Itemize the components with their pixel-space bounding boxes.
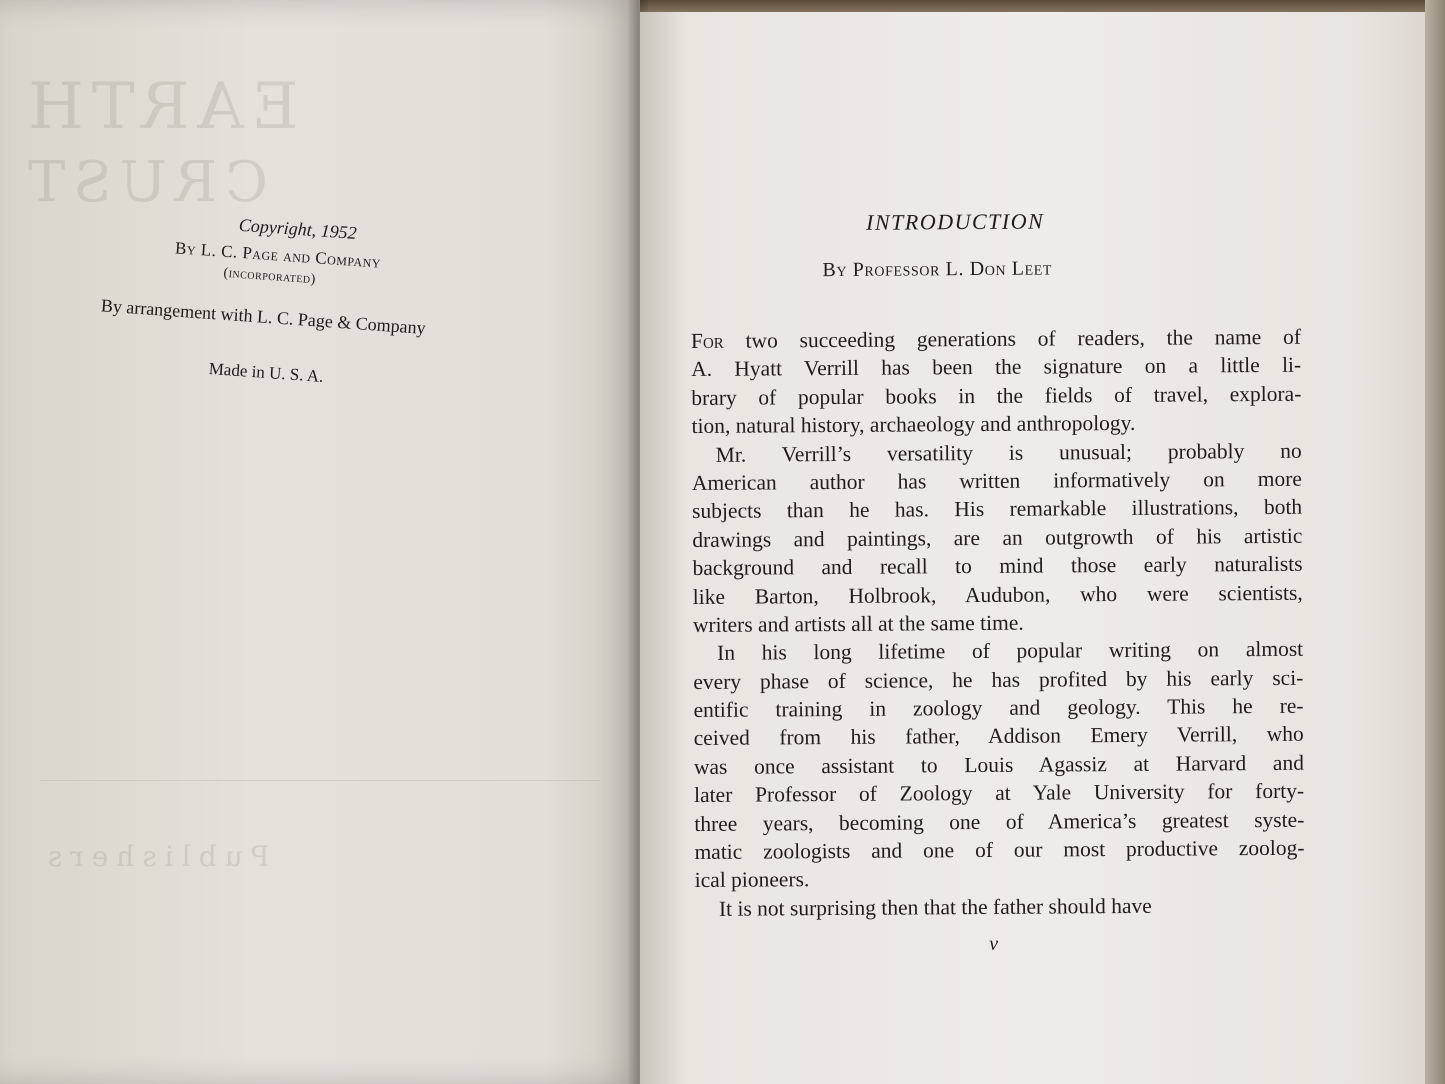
line-text: matic zoologists and one of our most productive zoolog- (694, 835, 1305, 865)
line-text: tion, natural history, archaeology and anthropology. (691, 411, 1136, 439)
body-line (693, 607, 1303, 640)
body-line (691, 323, 1301, 356)
body-line (695, 862, 1305, 895)
line-text: American author has written informatively on more (691, 466, 1303, 495)
line-text: writers and artists all at the same time. (692, 610, 1024, 637)
body-line (695, 891, 1305, 924)
line-text: drawings and paintings, are an outgrowth of his artistic (692, 523, 1303, 552)
made-in-note: Made in U. S. A. (208, 359, 324, 386)
body-line (693, 635, 1303, 668)
line-text: entific training in zoology and geology. This he re- (693, 693, 1304, 723)
publisher-name: By L. C. Page and Company (174, 238, 382, 272)
body-line (694, 749, 1304, 782)
body-line (693, 692, 1303, 725)
line-text: brary of popular books in the fields of travel, explora- (691, 381, 1302, 410)
body-line (691, 408, 1301, 441)
show-through-rule (40, 780, 600, 781)
author-byline: By Professor L. Don Leet (822, 257, 1053, 282)
show-through-text: Publishers (40, 840, 270, 873)
line-text: A. Hyatt Verrill has been the signature on a little li- (691, 353, 1302, 382)
body-line (694, 777, 1304, 810)
page-title: INTRODUCTION (866, 208, 1045, 235)
page-number: v (989, 932, 999, 955)
line-text: subjects than he has. His remarkable illustrations, both (692, 495, 1303, 524)
line-text: every phase of science, he has profited by his early sci- (693, 665, 1304, 694)
line-text: It is not surprising then that the father should have (718, 893, 1152, 921)
body-line (691, 380, 1301, 413)
show-through-text: CRUST (20, 150, 268, 215)
line-text: background and recall to mind those early naturalists (692, 551, 1303, 581)
body-line (694, 720, 1304, 753)
copyright-year: Copyright, 1952 (238, 214, 358, 243)
page-edge (1425, 0, 1445, 1084)
line-text: Mr. Verrill’s versatility is unusual; probably no (715, 438, 1302, 467)
body-line (693, 663, 1303, 696)
line-text: like Barton, Holbrook, Audubon, who were scientists, (692, 580, 1303, 609)
drop-lead-word: For (690, 328, 724, 353)
line-text: was once assistant to Louis Agassiz at Harvard and (693, 750, 1304, 779)
body-line (692, 436, 1302, 469)
show-through-text: EARTH (20, 70, 299, 144)
line-text: two succeeding generations of readers, the name of (723, 324, 1302, 353)
body-paragraphs (691, 323, 1305, 923)
line-text: three years, becoming one of America’s greatest syste- (694, 807, 1305, 836)
body-line (693, 578, 1303, 611)
body-line (692, 550, 1302, 583)
left-page (0, 0, 640, 1084)
line-text: ceived from his father, Addison Emery Verrill, who (693, 722, 1304, 751)
arrangement-note: By arrangement with L. C. Page & Company (100, 295, 427, 338)
line-text: In his long lifetime of popular writing on almost (717, 637, 1304, 666)
body-line (692, 493, 1302, 526)
body-line (694, 834, 1304, 867)
body-line (692, 521, 1302, 554)
body-line (694, 805, 1304, 838)
body-line (692, 465, 1302, 498)
body-line (691, 351, 1301, 384)
line-text: ical pioneers. (694, 867, 810, 893)
incorporated-note: (incorporated) (223, 265, 317, 288)
line-text: later Professor of Zoology at Yale University for forty- (694, 778, 1305, 808)
